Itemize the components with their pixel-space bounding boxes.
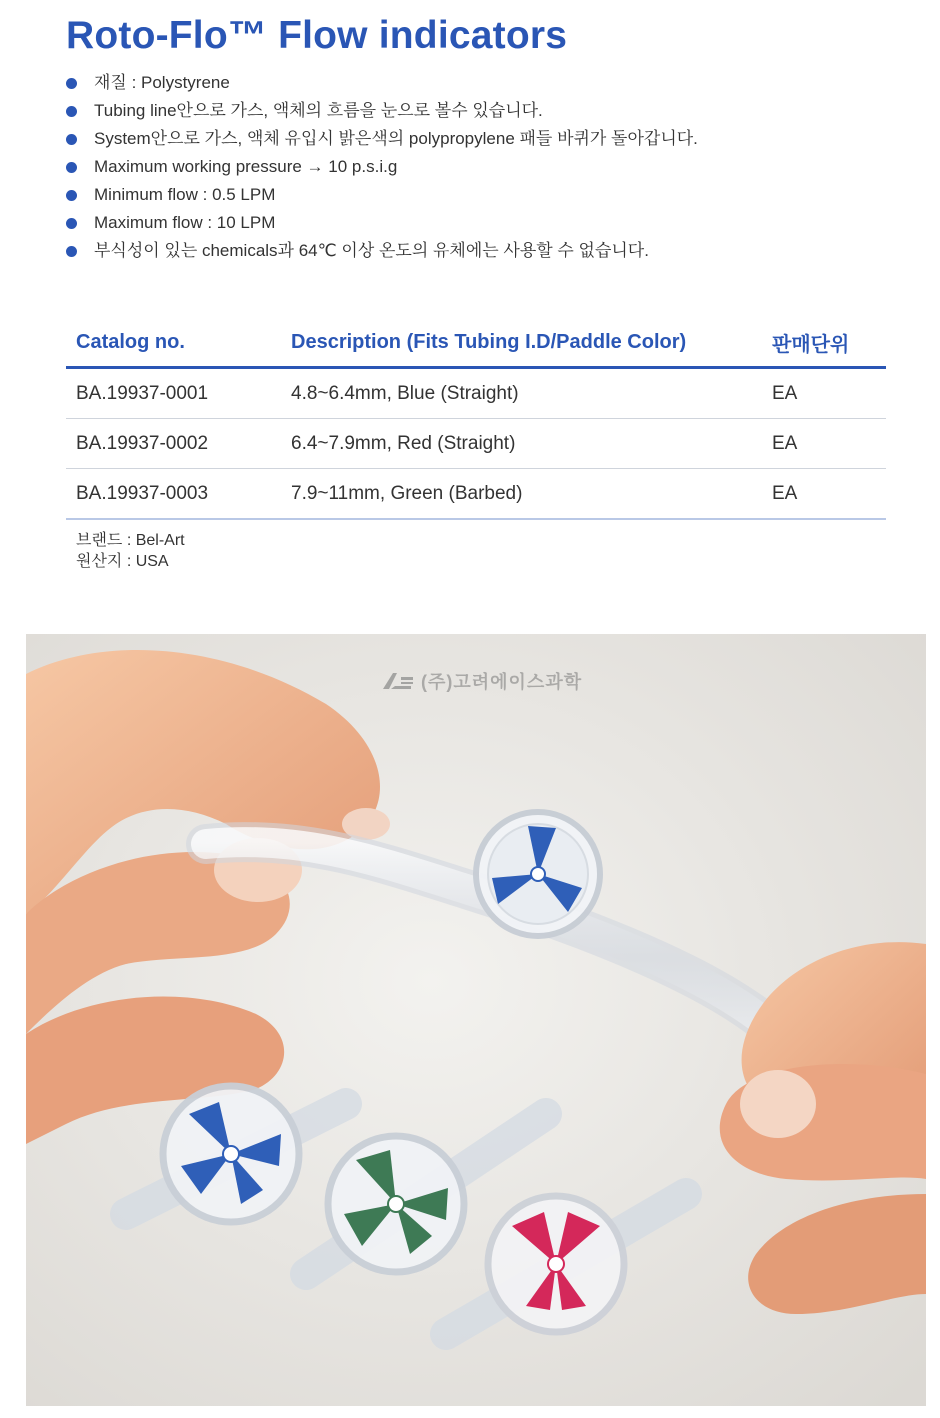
feature-item	[66, 125, 698, 153]
brand-line: 브랜드 : Bel-Art	[76, 532, 185, 549]
feature-text: 부식성이 있는 chemicals과 64℃ 이상 온도의 유체에는 사용할 수 없습니다.	[94, 241, 649, 260]
feature-item	[66, 153, 698, 181]
feature-item	[66, 237, 698, 265]
bullet-icon	[66, 162, 77, 173]
table-header-row	[66, 318, 886, 368]
feature-list	[66, 69, 698, 265]
cell-catalog: BA.19937-0003	[66, 469, 281, 520]
header-description: Description (Fits Tubing I.D/Paddle Color)	[281, 318, 762, 368]
feature-item	[66, 181, 698, 209]
product-table	[66, 318, 886, 520]
cell-unit: EA	[762, 469, 886, 520]
product-photo	[26, 634, 926, 1406]
origin-line: 원산지 : USA	[76, 553, 169, 570]
table-row	[66, 469, 886, 520]
cell-catalog: BA.19937-0001	[66, 368, 281, 419]
cell-description: 7.9~11mm, Green (Barbed)	[281, 469, 762, 520]
header-catalog: Catalog no.	[66, 318, 281, 368]
feature-item	[66, 209, 698, 237]
page-title: Roto-Flo™ Flow indicators	[66, 14, 568, 57]
feature-item	[66, 97, 698, 125]
cell-description: 6.4~7.9mm, Red (Straight)	[281, 419, 762, 469]
bullet-icon	[66, 78, 77, 89]
watermark	[381, 668, 582, 694]
watermark-text: (주)고려에이스과학	[421, 672, 583, 692]
bullet-icon	[66, 218, 77, 229]
origin-info	[76, 530, 185, 572]
feature-text: Maximum flow : 10 LPM	[94, 213, 276, 232]
cell-description: 4.8~6.4mm, Blue (Straight)	[281, 368, 762, 419]
table-row	[66, 368, 886, 419]
cell-unit: EA	[762, 419, 886, 469]
bullet-icon	[66, 106, 77, 117]
bullet-icon	[66, 134, 77, 145]
blue-indicator	[476, 812, 600, 936]
cell-catalog: BA.19937-0002	[66, 419, 281, 469]
product-illustration	[26, 634, 926, 1406]
cell-unit: EA	[762, 368, 886, 419]
feature-text: Minimum flow : 0.5 LPM	[94, 185, 276, 204]
feature-text: Tubing line안으로 가스, 액체의 흐름을 눈으로 볼수 있습니다.	[94, 101, 543, 120]
ace-logo-icon	[381, 671, 415, 691]
bullet-icon	[66, 246, 77, 257]
bullet-icon	[66, 190, 77, 201]
feature-text: 재질 : Polystyrene	[94, 73, 230, 92]
header-unit: 판매단위	[762, 318, 886, 368]
table-row	[66, 419, 886, 469]
feature-item	[66, 69, 698, 97]
feature-text: Maximum working pressure → 10 p.s.i.g	[94, 157, 398, 176]
feature-text: System안으로 가스, 액체 유입시 밝은색의 polypropylene 패들 바퀴가 돌아갑니다.	[94, 129, 698, 148]
